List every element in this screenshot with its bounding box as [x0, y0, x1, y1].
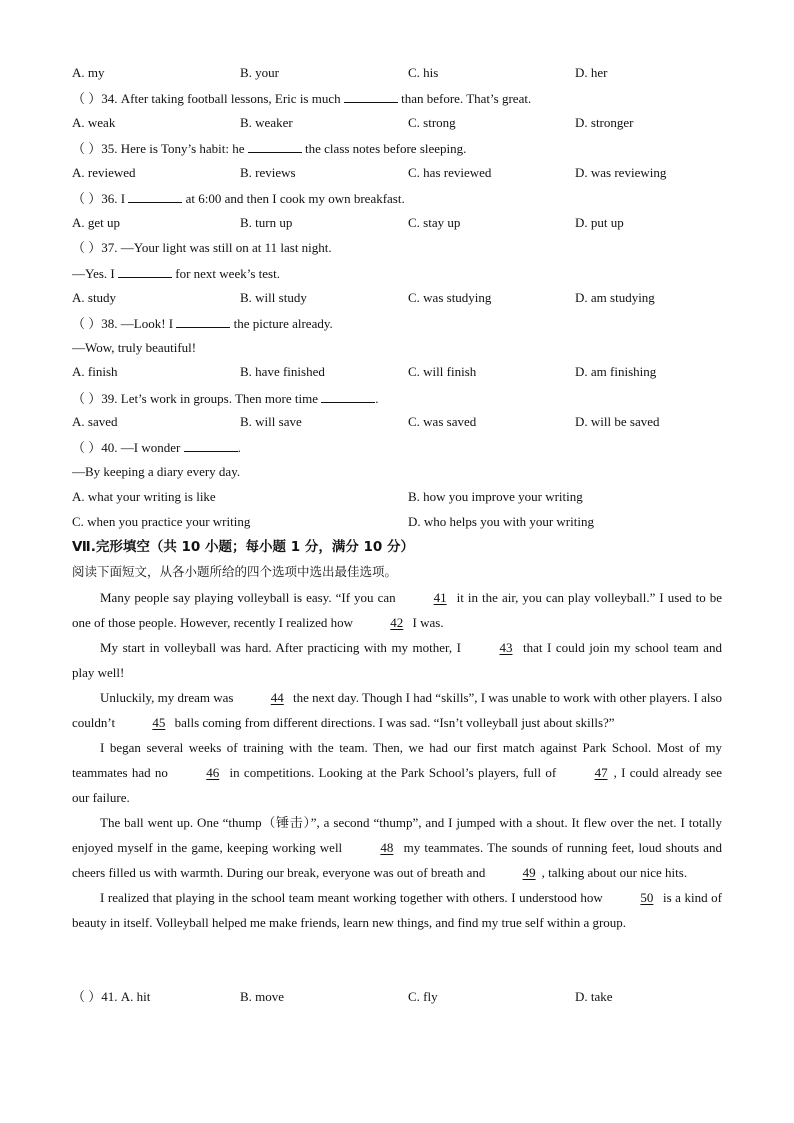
q36-stem: （ ）36. I at 6:00 and then I cook my own breakfast.: [72, 191, 405, 206]
q38-option-c: C. will finish: [408, 364, 477, 379]
blank-44: 44: [270, 690, 284, 705]
q35-option-b: B. reviews: [240, 165, 296, 180]
answer-blank: [248, 139, 302, 153]
q39-option-b: B. will save: [240, 414, 302, 429]
q41-options: [72, 988, 732, 1006]
q39-option-a: A. saved: [72, 414, 118, 429]
passage-paragraph-5: The ball went up. One “thump（锤击）”, a second “thump”, and I jumped with a shout. It flew over the net. I totally enjoyed myself in the game, keeping working well 48 my teammates. The sounds of running feet, loud shouts and cheers filled us with warmth. During our break, everyone was out of breath and 49 , talking about our nice hits.: [72, 810, 722, 885]
blank-45: 45: [152, 715, 166, 730]
q40-option-a: A. what your writing is like: [72, 489, 216, 504]
q37-option-b: B. will study: [240, 290, 307, 305]
q34-option-c: C. strong: [408, 115, 456, 130]
q39-options: [72, 413, 732, 431]
q34-option-b: B. weaker: [240, 115, 293, 130]
q40-option-b: B. how you improve your writing: [408, 489, 583, 504]
q35-option-c: C. has reviewed: [408, 165, 492, 180]
q35-options: [72, 164, 732, 182]
blank-46: 46: [206, 765, 220, 780]
q41-stem-option-a: （ ）41. A. hit: [72, 989, 151, 1004]
q37-reply: —Yes. I for next week’s test.: [72, 266, 280, 281]
q34-stem: （ ）34. After taking football lessons, Eric is much than before. That’s great.: [72, 91, 532, 106]
q38-option-d: D. am finishing: [575, 364, 657, 379]
q36-option-d: D. put up: [575, 215, 624, 230]
q33-option-b: B. your: [240, 65, 279, 80]
q36-options: [72, 214, 732, 232]
answer-blank: [184, 438, 238, 452]
q38-stem: （ ）38. —Look! I the picture already.: [72, 316, 333, 331]
blank-43: 43: [499, 640, 513, 655]
q38-option-a: A. finish: [72, 364, 118, 379]
blank-41: 41: [433, 590, 447, 605]
q34-options: [72, 114, 732, 132]
q34-option-d: D. stronger: [575, 115, 634, 130]
q33-option-d: D. her: [575, 65, 608, 80]
answer-blank: [344, 89, 398, 103]
q40-option-c: C. when you practice your writing: [72, 514, 251, 529]
q40-option-d: D. who helps you with your writing: [408, 514, 594, 529]
q37-option-d: D. am studying: [575, 290, 655, 305]
q33-option-a: A. my: [72, 65, 105, 80]
q41-option-c: C. fly: [408, 989, 438, 1004]
q41-option-d: D. take: [575, 989, 613, 1004]
answer-blank: [118, 264, 172, 278]
q37-option-a: A. study: [72, 290, 117, 305]
q33-options: [72, 64, 732, 82]
blank-47: 47: [594, 765, 608, 780]
answer-blank: [176, 314, 230, 328]
q36-option-b: B. turn up: [240, 215, 293, 230]
section-instruction: 阅读下面短文，从各小题所给的四个选项中选出最佳选项。: [72, 564, 398, 579]
q37-options: [72, 289, 732, 307]
q35-option-d: D. was reviewing: [575, 165, 667, 180]
q40-options-row2: [72, 513, 732, 531]
q40-options-row1: [72, 488, 732, 506]
blank-48: 48: [380, 840, 394, 855]
q34-option-a: A. weak: [72, 115, 116, 130]
passage-paragraph-1: Many people say playing volleyball is easy. “If you can 41 it in the air, you can play volleyball.” I used to be one of those people. However, recently I realized how 42 I was.: [72, 585, 722, 635]
q38-reply: —Wow, truly beautiful!: [72, 340, 197, 355]
q35-stem: （ ）35. Here is Tony’s habit: he the class notes before sleeping.: [72, 141, 467, 156]
blank-50: 50: [640, 890, 654, 905]
q37-stem: （ ）37. —Your light was still on at 11 last night.: [72, 240, 332, 255]
q39-option-d: D. will be saved: [575, 414, 660, 429]
q39-stem: （ ）39. Let’s work in groups. Then more time .: [72, 391, 379, 406]
blank-49: 49: [522, 865, 536, 880]
q38-options: [72, 363, 732, 381]
answer-blank: [321, 389, 375, 403]
answer-blank: [128, 189, 182, 203]
q37-option-c: C. was studying: [408, 290, 492, 305]
q40-stem: （ ）40. —I wonder .: [72, 440, 241, 455]
passage-paragraph-2: My start in volleyball was hard. After practicing with my mother, I 43 that I could join my school team and play well!: [72, 635, 722, 685]
blank-42: 42: [390, 615, 404, 630]
passage-paragraph-4: I began several weeks of training with the team. Then, we had our first match against Park School. Most of my teammates had no 46 in competitions. Looking at the Park School’s players, full of 47 , I could already see our failure.: [72, 740, 723, 805]
section-title: Ⅶ.完形填空（共 10 小题；每小题 1 分，满分 10 分）: [72, 539, 415, 555]
q36-option-a: A. get up: [72, 215, 121, 230]
q36-option-c: C. stay up: [408, 215, 461, 230]
q33-option-c: C. his: [408, 65, 439, 80]
q41-option-b: B. move: [240, 989, 285, 1004]
q35-option-a: A. reviewed: [72, 165, 136, 180]
passage-paragraph-3: Unluckily, my dream was 44 the next day. Though I had “skills”, I was unable to work with other players. I also couldn’t 45 balls coming from different directions. I was sad. “Isn’t volleyball just about skills?”: [72, 685, 722, 735]
q38-option-b: B. have finished: [240, 364, 325, 379]
q40-reply: —By keeping a diary every day.: [72, 464, 241, 479]
passage-paragraph-6: I realized that playing in the school team meant working together with others. I understood how 50 is a kind of beauty in itself. Volleyball helped me make friends, learn new things, and find my true self within a group.: [72, 885, 722, 935]
cloze-passage: [72, 585, 722, 935]
q39-option-c: C. was saved: [408, 414, 477, 429]
